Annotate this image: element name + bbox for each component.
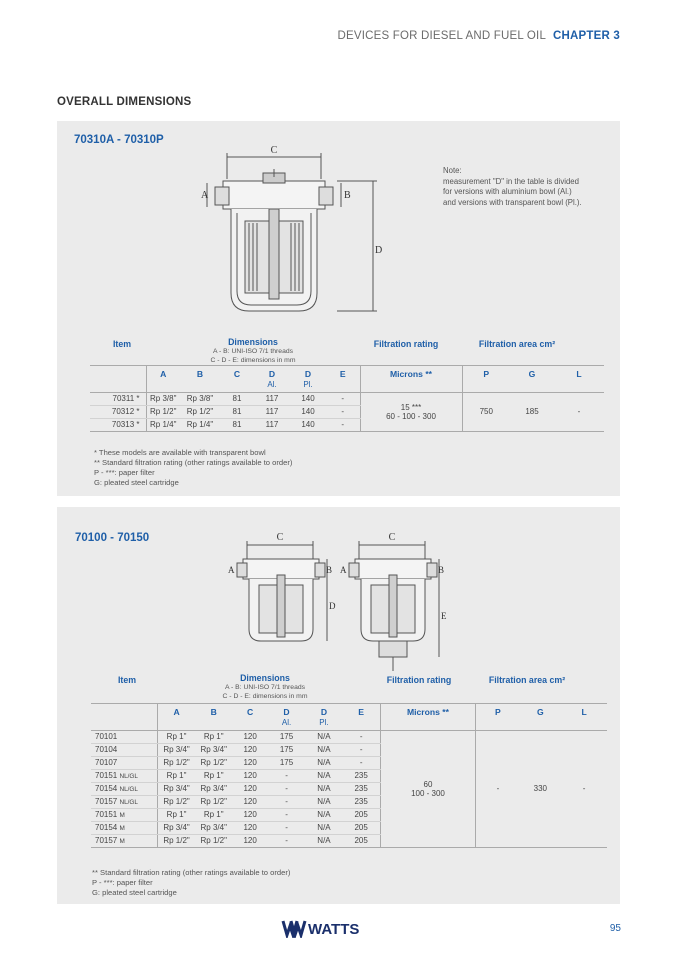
col-p: P [462,366,510,380]
heading-item: Item [117,675,137,685]
heading-area: Filtration area cm² [488,675,566,685]
heading-area: Filtration area cm² [478,339,556,349]
table-row: 70104 Rp 3/4" Rp 3/4" 120 175 N/A - [91,743,607,756]
table-row: 70312 * Rp 1/2" Rp 1/2" 81 117 140 - [90,405,604,418]
note-line: for versions with aluminium bowl (Al.) [443,187,572,196]
table-row: 70313 * Rp 1/4" Rp 1/4" 81 117 140 - [90,418,604,431]
col-d-pl-sub: Pl. [290,380,326,393]
dim-label-b: B [326,565,333,575]
col-a: A [158,704,195,718]
table-row: 70311 * Rp 3/8" Rp 3/8" 81 117 140 - 15 *** 60 - 100 - 300 750 185 - [90,392,604,405]
g-merged: 330 [520,730,562,847]
watts-logo [281,918,371,938]
col-l: L [554,366,604,380]
note-line: and versions with transparent bowl (Pl.). [443,197,582,207]
footnote: * These models are available with transparent bowl [94,448,266,457]
col-d-pl-sub: Pl. [305,718,342,731]
dims-note-1: A - B: UNI-ISO 7/1 threads [224,684,306,691]
model-title-70310: 70310A - 70310P [74,134,164,146]
l-merged: - [554,392,604,431]
col-item [91,704,158,718]
table-row: 70107 Rp 1/2" Rp 1/2" 120 175 N/A - [91,756,607,769]
model-title-70100: 70100 - 70150 [75,532,150,544]
footnote: ** Standard filtration rating (other ratings available to order) [92,868,291,877]
heading-dimensions: Dimensions [240,673,290,683]
col-d-al: D [254,366,290,380]
dim-label-c: C [270,145,278,156]
section-title: OVERALL DIMENSIONS [57,96,192,108]
dim-label-a: A [201,190,209,201]
dim-label-d: D [375,245,383,256]
footnote: P - ***: paper filter [92,878,153,887]
col-g: G [510,366,554,380]
col-e: E [326,366,360,380]
footnote: G: pleated steel cartridge [92,888,177,897]
col-d-al-sub: Al. [254,380,290,393]
header-chapter: CHAPTER 3 [553,30,620,42]
footnotes-70310 [94,448,292,488]
col-a: A [146,366,180,380]
col-d-al: D [268,704,305,718]
col-d-al-sub: Al. [268,718,305,731]
microns-merged: 15 *** 60 - 100 - 300 [360,392,462,431]
col-item [90,366,146,380]
footnote: P - ***: paper filter [94,468,155,477]
col-microns: Microns ** [360,366,462,380]
col-g: G [520,704,562,718]
header-section: DEVICES FOR DIESEL AND FUEL OIL [337,30,546,42]
dim-label-b: B [438,565,445,575]
heading-item: Item [112,339,132,349]
col-d-pl: D [305,704,342,718]
heading-filtration: Filtration rating [386,675,452,685]
heading-filtration: Filtration rating [373,339,439,349]
p-merged: - [476,730,520,847]
col-c: C [232,704,267,718]
dims-note-1: A - B: UNI-ISO 7/1 threads [212,348,294,355]
col-microns: Microns ** [380,704,476,718]
col-p: P [476,704,520,718]
dim-label-a: A [340,565,347,575]
panel-70100 [57,507,620,904]
col-e: E [343,704,380,718]
page-number: 95 [609,923,621,934]
table-row: 70154 NL/GL Rp 3/4" Rp 3/4" 120 - N/A 235 [91,782,607,795]
col-d-pl: D [290,366,326,380]
g-merged: 185 [510,392,554,431]
heading-dims-note [199,683,331,701]
table-row: 70151 NL/GL Rp 1" Rp 1" 120 - N/A 235 [91,769,607,782]
dim-label-c: C [388,532,396,543]
footnote: ** Standard filtration rating (other ratings available to order) [94,458,293,467]
col-c: C [220,366,254,380]
microns-merged: 60 100 - 300 [380,730,476,847]
col-b: B [180,366,220,380]
heading-dimensions: Dimensions [228,337,278,347]
heading-dims-note [187,347,319,365]
table-row: 70101 Rp 1" Rp 1" 120 175 N/A - 60 100 - 300 - 330 - [91,730,607,743]
table-row: 70151 M Rp 1" Rp 1" 120 - N/A 205 [91,808,607,821]
note-line: Note: [443,166,462,175]
col-b: B [195,704,232,718]
spec-table-70100 [91,703,607,848]
panel-70310 [57,121,620,496]
col-l: L [561,704,607,718]
table-row: 70157 M Rp 1/2" Rp 1/2" 120 - N/A 205 [91,834,607,847]
p-merged: 750 [462,392,510,431]
footnote: G: pleated steel cartridge [94,478,179,487]
dim-label-b: B [344,190,351,201]
filter-drawing-70150 [339,529,449,679]
table-row: 70154 M Rp 3/4" Rp 3/4" 120 - N/A 205 [91,821,607,834]
dims-note-2: C - D - E: dimensions in mm [210,357,296,364]
dim-label-e: E [441,611,447,621]
dim-label-a: A [228,565,235,575]
filter-drawing-70310 [187,143,387,318]
page-header [337,30,620,42]
note-line: measurement "D" in the table is divided [443,176,579,186]
dims-note-2: C - D - E: dimensions in mm [222,693,308,700]
table-row: 70157 NL/GL Rp 1/2" Rp 1/2" 120 - N/A 235 [91,795,607,808]
l-merged: - [561,730,607,847]
note-box [443,166,613,208]
dim-label-c: C [276,532,284,543]
dim-label-d: D [329,601,336,611]
spec-table-70310 [90,365,604,432]
filter-drawing-70100 [227,529,337,659]
footnotes-70100 [92,868,290,898]
logo-text: WATTS [308,921,360,938]
